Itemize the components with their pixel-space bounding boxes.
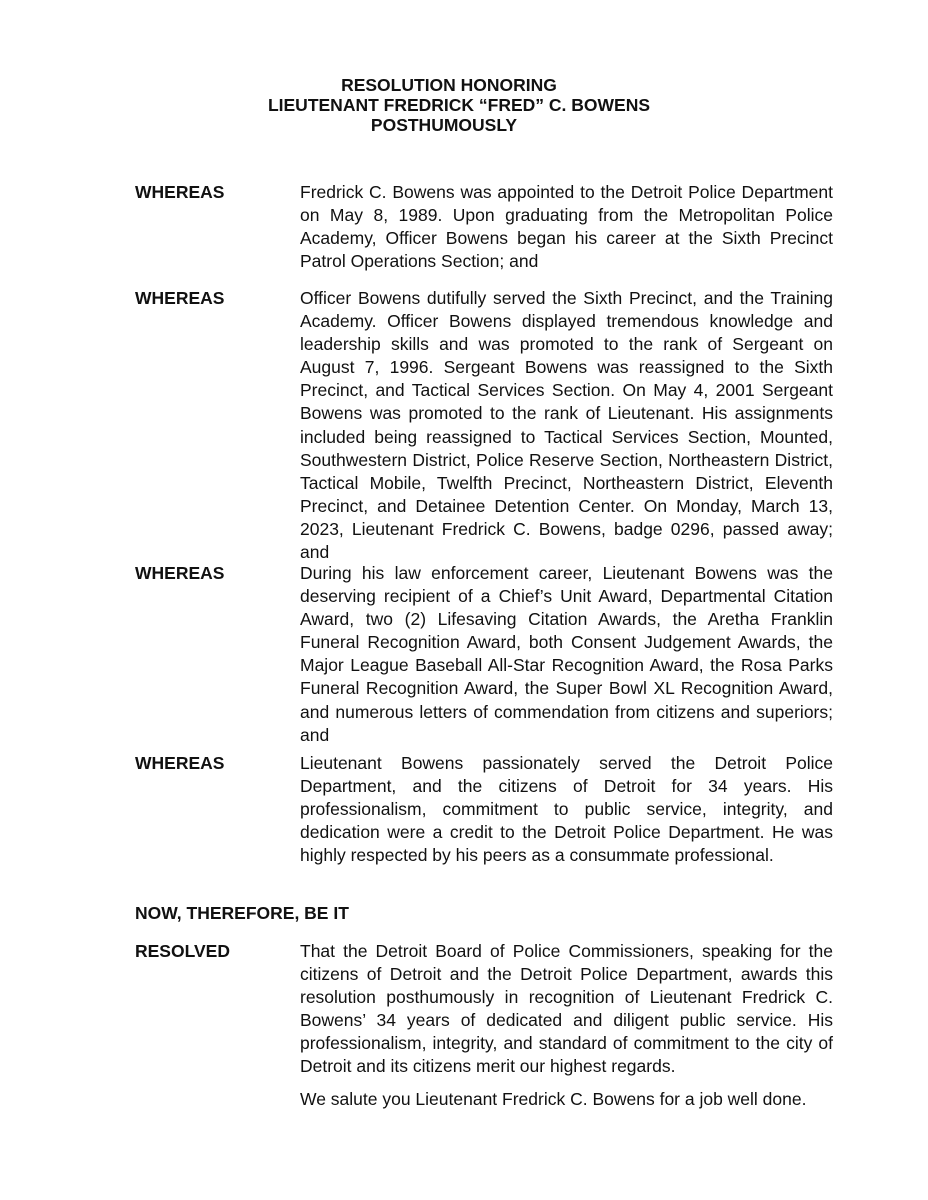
title-line-1: RESOLUTION HONORING (341, 75, 557, 95)
resolved-label: RESOLVED (135, 941, 230, 961)
clause-label: WHEREAS (135, 182, 225, 202)
clause-label: WHEREAS (135, 288, 225, 308)
resolution-title (0, 75, 928, 135)
clause-label: WHEREAS (135, 753, 225, 773)
title-line-3: POSTHUMOUSLY (370, 115, 518, 135)
clause-text: Fredrick C. Bowens was appointed to the Detroit Police Department on May 8, 1989. Upon graduating from the Metropolitan Police Academy, Officer Bowens began his career at the Sixth Precinct Patrol Operations Section; and (300, 182, 833, 272)
clause-text: During his law enforcement career, Lieutenant Bowens was the deserving recipient of a Chief’s Unit Award, Departmental Citation Award, two (2) Lifesaving Citation Awards, the Aretha Franklin Funeral Recognition Award, both Consent Judgement Awards, the Major League Baseball All-Star Recognition Award, the Rosa Parks Funeral Recognition Award, the Super Bowl XL Recognition Award, and numerous letters of commendation from citizens and superiors; and (300, 563, 833, 745)
closing-text: We salute you Lieutenant Fredrick C. Bowens for a job well done. (300, 1089, 807, 1109)
title-line-2: LIEUTENANT FREDRICK “FRED” C. BOWENS (267, 95, 651, 115)
clause-text: Officer Bowens dutifully served the Sixth Precinct, and the Training Academy. Officer Bowens displayed tremendous knowledge and leadership skills and was promoted to the rank of Sergeant on August 7, 1996. Sergeant Bowens was reassigned to the Sixth Precinct, and Tactical Services Section. On May 4, 2001 Sergeant Bowens was promoted to the rank of Lieutenant. His assignments included being reassigned to Tactical Services Section, Mounted, Southwestern District, Police Reserve Section, Northeastern District, Tactical Mobile, Twelfth Precinct, Northeastern District, Eleventh Precinct, and Detainee Detention Center. On Monday, March 13, 2023, Lieutenant Fredrick C. Bowens, badge 0296, passed away; and (300, 288, 833, 563)
clause-text: Lieutenant Bowens passionately served the Detroit Police Department, and the citizens of Detroit for 34 years. His professionalism, commitment to public service, integrity, and dedication were a credit to the Detroit Police Department. He was highly respected by his peers as a consummate professional. (300, 753, 833, 866)
resolved-text: That the Detroit Board of Police Commissioners, speaking for the citizens of Detroit and the Detroit Police Department, awards this resolution posthumously in recognition of Lieutenant Fredrick C. Bowens’ 34 years of dedicated and diligent public service. His professionalism, integrity, and standard of commitment to the city of Detroit and its citizens merit our highest regards. (300, 941, 833, 1077)
clause-label: WHEREAS (135, 563, 225, 583)
therefore-heading: NOW, THEREFORE, BE IT (135, 903, 349, 923)
